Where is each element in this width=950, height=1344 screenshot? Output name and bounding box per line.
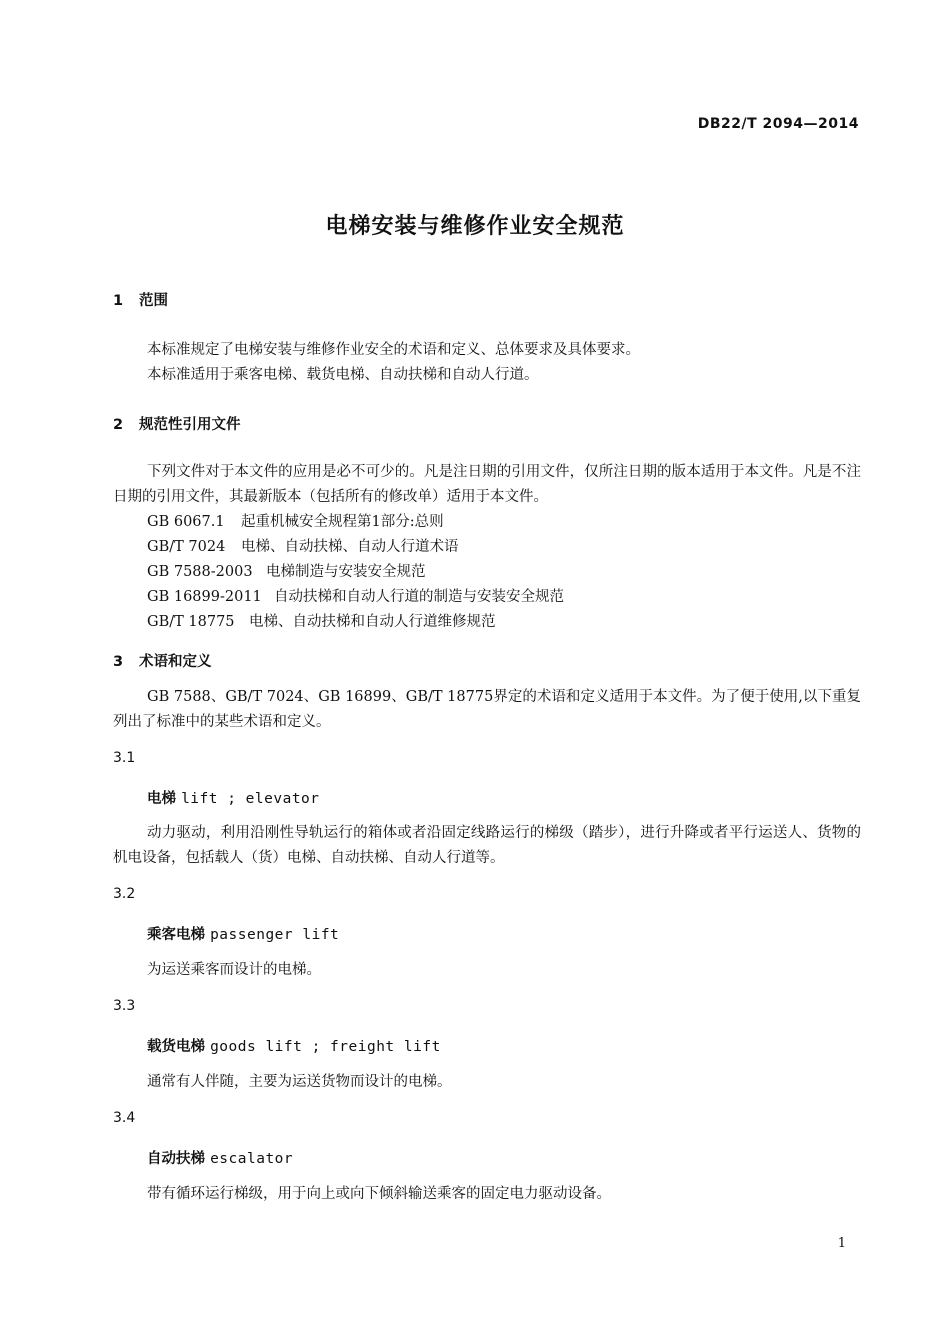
reference-item: [147, 585, 564, 606]
term-number: 3.2: [113, 886, 136, 902]
section-title: 规范性引用文件: [139, 417, 241, 433]
term-number: 3.3: [113, 998, 136, 1014]
reference-item: [147, 510, 444, 531]
term-en: passenger lift: [210, 927, 340, 943]
reference-code: GB 16899-2011: [147, 589, 262, 605]
section-number: 1: [113, 293, 124, 309]
reference-item: [147, 610, 496, 631]
reference-code: GB 6067.1: [147, 514, 225, 530]
section-title: 术语和定义: [139, 654, 212, 670]
section-number: 2: [113, 417, 124, 433]
section-heading-3: [113, 650, 212, 671]
term-heading: [147, 787, 320, 808]
terms-intro: GB 7588、GB/T 7024、GB 16899、GB/T 18775界定的术语和定义适用于本文件。为了便于使用,以下重复列出了标准中的某些术语和定义。: [113, 689, 861, 730]
reference-code: GB/T 7024: [147, 539, 226, 555]
section-title: 范围: [139, 293, 168, 309]
reference-title: 电梯、自动扶梯、自动人行道术语: [241, 539, 459, 555]
term-definition: 为运送乘客而设计的电梯。: [147, 962, 321, 978]
section-number: 3: [113, 654, 124, 670]
scope-line-1: 本标准规定了电梯安装与维修作业安全的术语和定义、总体要求及具体要求。: [147, 342, 640, 358]
term-zh: 电梯: [147, 791, 176, 807]
reference-title: 电梯制造与安装安全规范: [266, 564, 426, 580]
term-en: escalator: [210, 1151, 294, 1167]
reference-item: [147, 535, 459, 556]
term-definition: 通常有人伴随，主要为运送货物而设计的电梯。: [147, 1074, 452, 1090]
reference-title: 起重机械安全规程第1部分:总则: [241, 514, 444, 530]
normative-references-intro: 下列文件对于本文件的应用是必不可少的。凡是注日期的引用文件，仅所注日期的版本适用于本文件。凡是不注日期的引用文件，其最新版本（包括所有的修改单）适用于本文件。: [113, 464, 861, 505]
reference-item: [147, 560, 426, 581]
term-number: 3.4: [113, 1110, 136, 1126]
term-definition: 带有循环运行梯级，用于向上或向下倾斜输送乘客的固定电力驱动设备。: [147, 1186, 611, 1202]
document-title: 电梯安装与维修作业安全规范: [325, 214, 625, 239]
section-heading-2: [113, 413, 241, 434]
term-zh: 乘客电梯: [147, 927, 205, 943]
document-number: DB22/T 2094—2014: [697, 116, 859, 132]
term-number: 3.1: [113, 750, 136, 766]
scope-line-2: 本标准适用于乘客电梯、载货电梯、自动扶梯和自动人行道。: [147, 367, 539, 383]
term-zh: 载货电梯: [147, 1039, 205, 1055]
term-en: lift ; elevator: [181, 791, 320, 807]
reference-code: GB/T 18775: [147, 614, 235, 630]
section-heading-1: [113, 289, 168, 310]
term-zh: 自动扶梯: [147, 1151, 205, 1167]
term-heading: [147, 1147, 293, 1168]
reference-code: GB 7588-2003: [147, 564, 253, 580]
term-heading: [147, 923, 339, 944]
reference-title: 自动扶梯和自动人行道的制造与安装安全规范: [274, 589, 564, 605]
page-number: 1: [837, 1236, 846, 1251]
term-en: goods lift ; freight lift: [210, 1039, 441, 1055]
term-definition: 动力驱动，利用沿刚性导轨运行的箱体或者沿固定线路运行的梯级（踏步），进行升降或者平行运送人、货物的机电设备，包括载人（货）电梯、自动扶梯、自动人行道等。: [113, 825, 861, 866]
term-heading: [147, 1035, 441, 1056]
reference-title: 电梯、自动扶梯和自动人行道维修规范: [249, 614, 496, 630]
